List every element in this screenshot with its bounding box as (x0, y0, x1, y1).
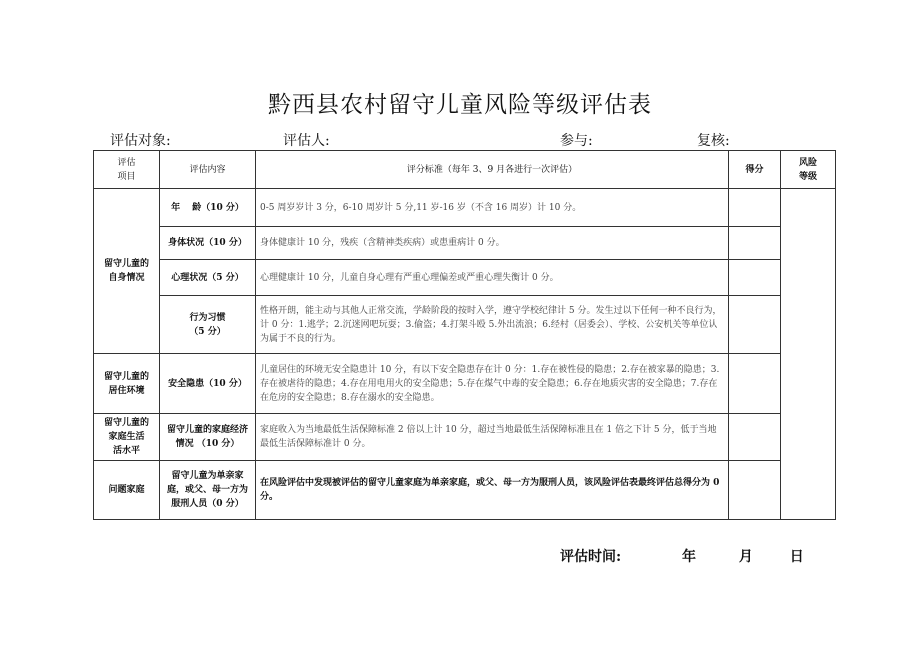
table-header-row (94, 151, 836, 189)
risk-level-cell[interactable] (781, 189, 836, 520)
subject-label: 评估对象: (110, 133, 171, 149)
date-day: 日 (789, 549, 804, 565)
row-standard: 在风险评估中发现被评估的留守儿童家庭为单亲家庭，或父、母一方为服刑人员，该风险评估表最终评估总得分为 0 分。 (256, 461, 729, 520)
header-score: 得分 (729, 151, 781, 189)
participant-label: 参与: (560, 133, 593, 149)
score-cell[interactable] (729, 354, 781, 414)
table-row (94, 354, 836, 414)
row-standard: 心理健康计 10 分，儿童自身心理有严重心理偏差或严重心理失衡计 0 分。 (256, 260, 729, 296)
row-content: 心理状况（5 分） (160, 260, 256, 296)
row-content: 年 龄（10 分） (160, 189, 256, 227)
table-row (94, 260, 836, 296)
row-content: 行为习惯 （5 分） (160, 296, 256, 354)
row-standard: 性格开朗，能主动与其他人正常交流，学龄阶段的按时入学，遵守学校纪律计 5 分。发生过以下任何一种不良行为，计 0 分：1.逃学；2.沉迷网吧玩耍；3.偷盗；4.打架斗殴 5.外出流浪；6.经村（居委会）、学校、公安机关等单位认为属于不良的行为。 (256, 296, 729, 354)
assessment-table (93, 150, 836, 520)
reviewer-label: 复核: (697, 133, 730, 149)
row-content: 身体状况（10 分） (160, 227, 256, 260)
score-cell[interactable] (729, 227, 781, 260)
table-row (94, 296, 836, 354)
row-content: 留守儿童的家庭经济情况 （10 分） (160, 414, 256, 461)
group-self: 留守儿童的 自身情况 (94, 189, 160, 354)
header-risk: 风险 等级 (781, 151, 836, 189)
row-standard: 家庭收入为当地最低生活保障标准 2 倍以上计 10 分，超过当地最低生活保障标准且在 1 倍之下计 5 分，低于当地最低生活保障标准计 0 分。 (256, 414, 729, 461)
row-standard: 身体健康计 10 分，残疾（含精神类疾病）或患重病计 0 分。 (256, 227, 729, 260)
table-row (94, 414, 836, 461)
group-problem: 问题家庭 (94, 461, 160, 520)
group-family: 留守儿童的 家庭生活 活水平 (94, 414, 160, 461)
date-label: 评估时间: (560, 549, 622, 565)
row-content: 留守儿童为单亲家庭，或父、母一方为服刑人员（0 分） (160, 461, 256, 520)
header-standard: 评分标准（每年 3、9 月各进行一次评估） (256, 151, 729, 189)
row-content: 安全隐患（10 分） (160, 354, 256, 414)
assessor-label: 评估人: (283, 133, 330, 149)
date-year: 年 (682, 549, 697, 565)
group-living: 留守儿童的 居住环境 (94, 354, 160, 414)
date-month: 月 (738, 549, 753, 565)
table-row (94, 461, 836, 520)
row-standard: 0-5 周岁岁计 3 分，6-10 周岁计 5 分,11 岁-16 岁（不含 16 周岁）计 10 分。 (256, 189, 729, 227)
table-row (94, 227, 836, 260)
header-item: 评估 项目 (94, 151, 160, 189)
score-cell[interactable] (729, 414, 781, 461)
table-row (94, 189, 836, 227)
score-cell[interactable] (729, 461, 781, 520)
header-content: 评估内容 (160, 151, 256, 189)
row-standard: 儿童居住的环境无安全隐患计 10 分，有以下安全隐患存在计 0 分：1.存在被性侵的隐患；2.存在被家暴的隐患；3.存在被虐待的隐患；4.存在用电用火的安全隐患；5.存在煤气中毒的安全隐患；6.存在地质灾害的安全隐患；7.存在在危房的安全隐患；8.存在溺水的安全隐患。 (256, 354, 729, 414)
score-cell[interactable] (729, 296, 781, 354)
assessment-date (560, 546, 804, 566)
score-cell[interactable] (729, 189, 781, 227)
score-cell[interactable] (729, 260, 781, 296)
page-title: 黔西县农村留守儿童风险等级评估表 (268, 92, 652, 118)
